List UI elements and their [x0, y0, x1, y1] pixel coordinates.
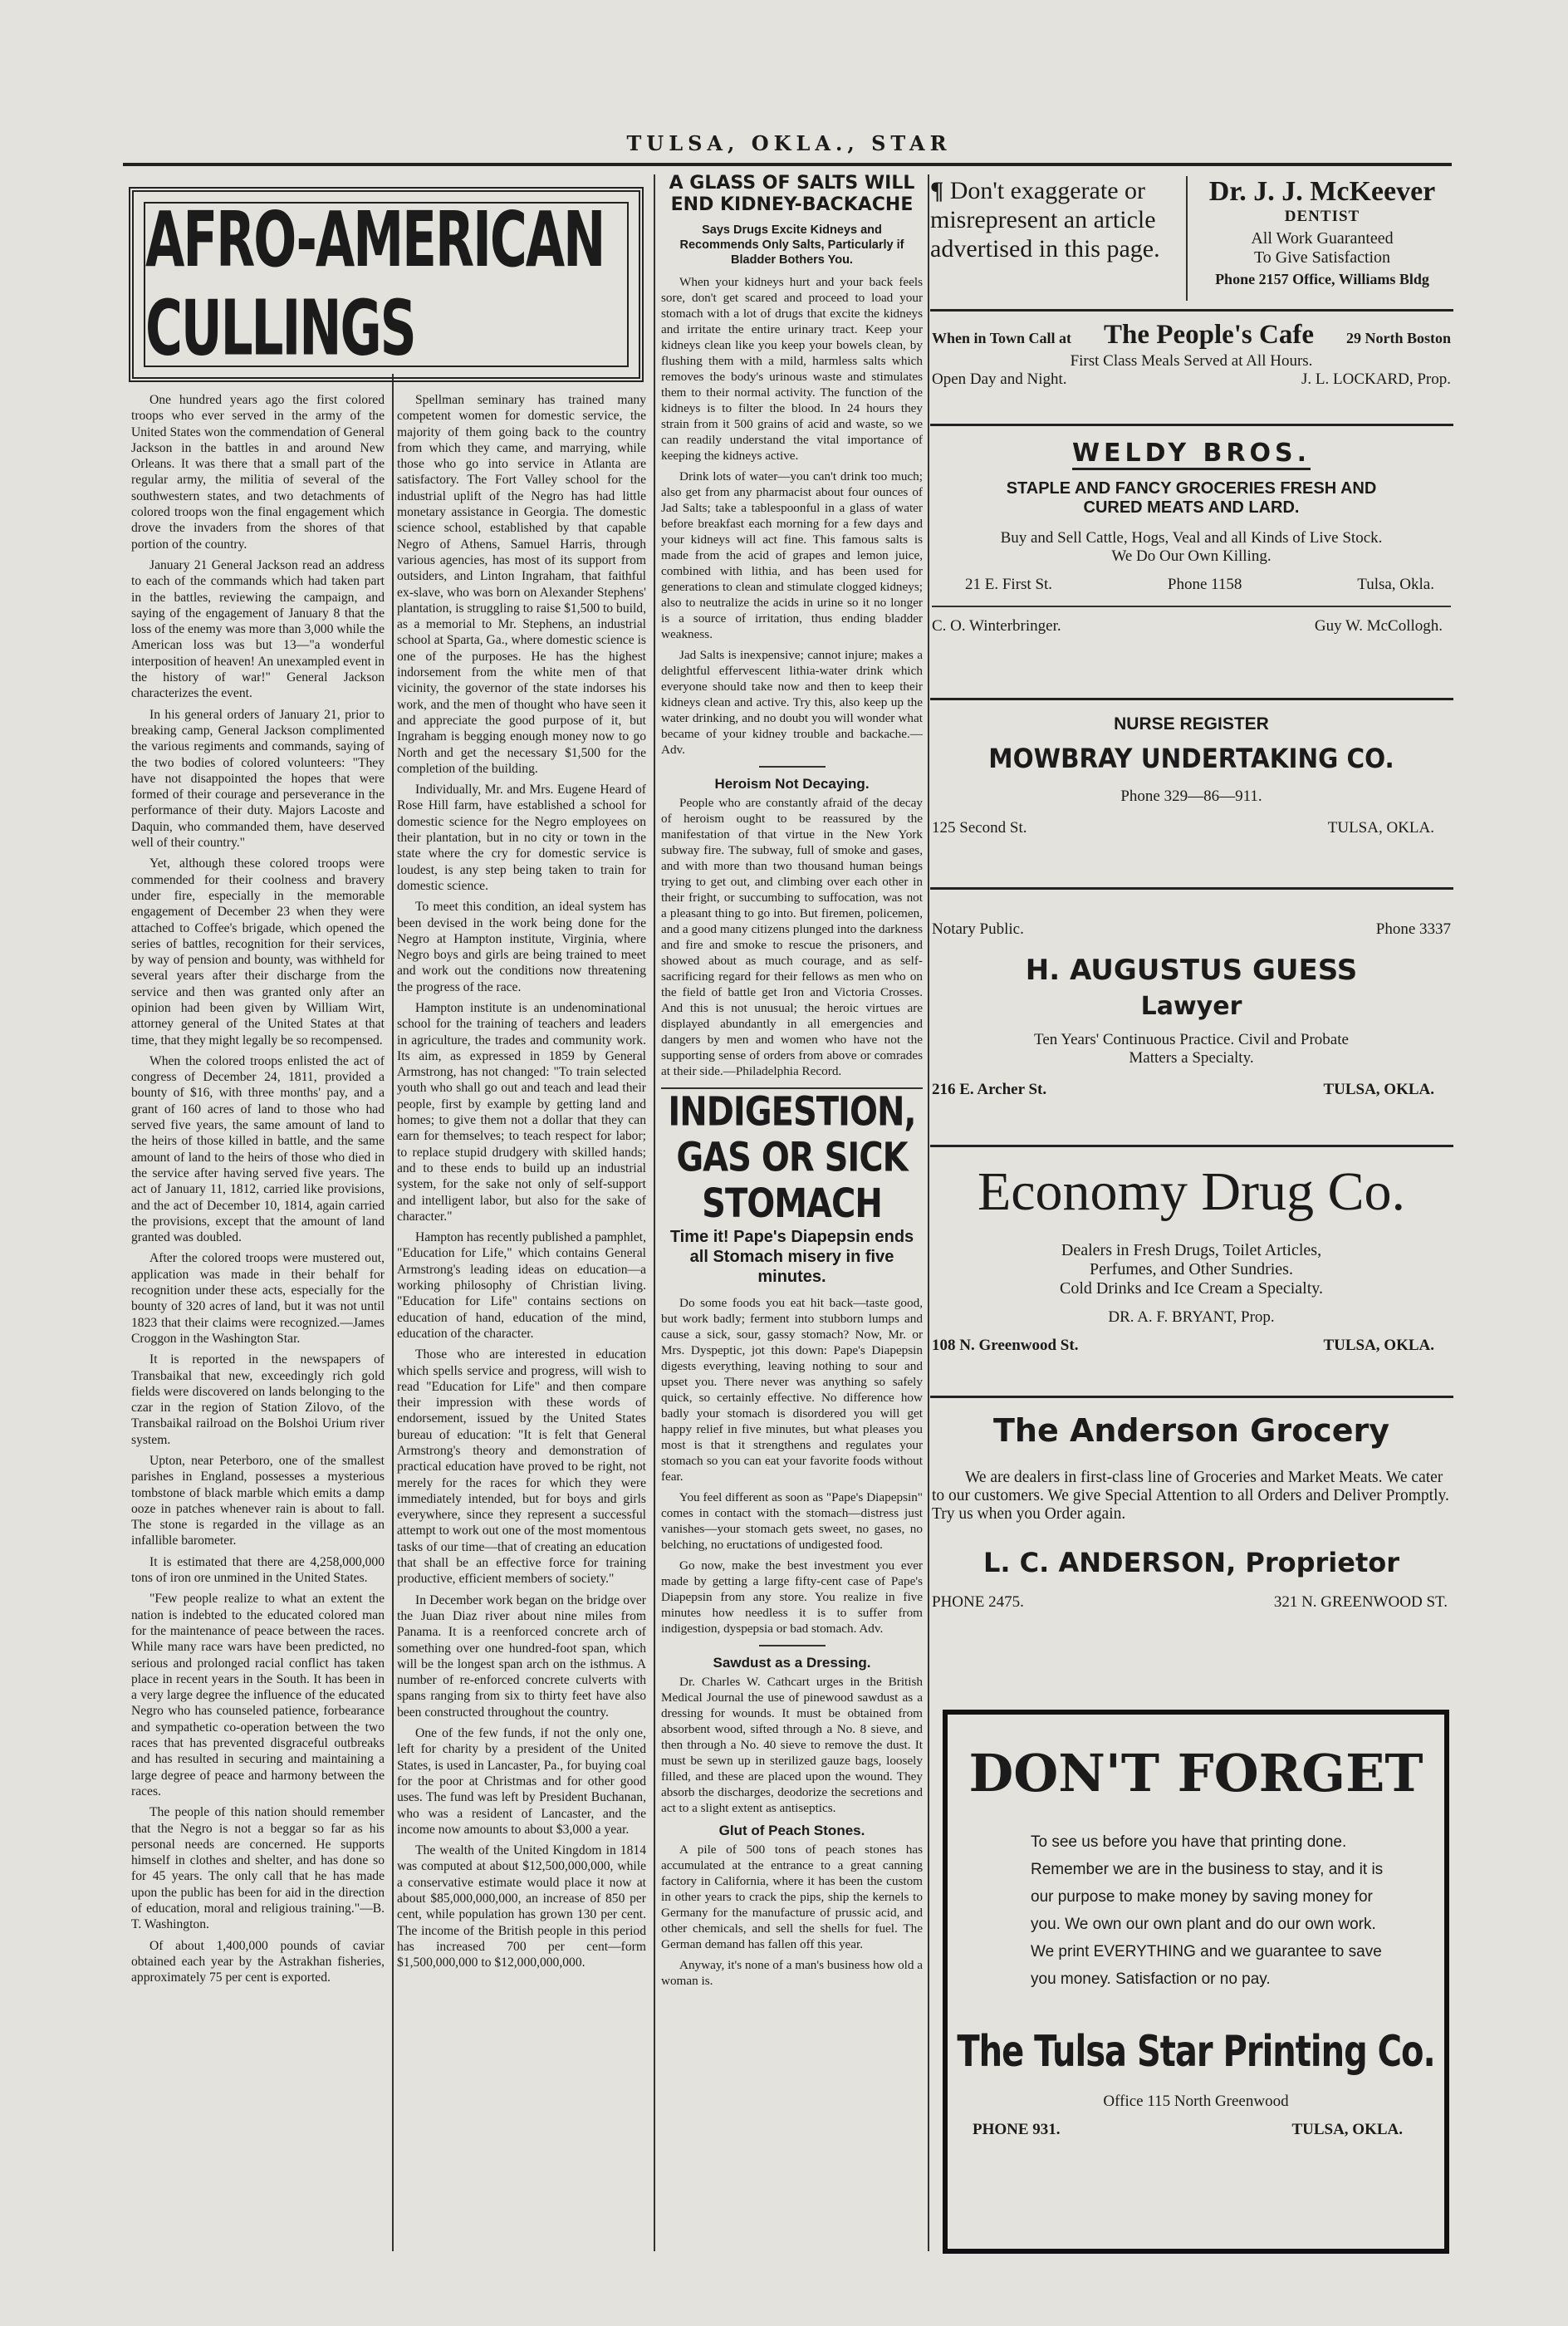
paragraph: You feel different as soon as "Pape's Diapepsin" comes in contact with the stomach—distress just vanishes—your stomach gets sweet, no gases, no belching, no eructations of undigested food. — [661, 1490, 923, 1552]
paragraph: In December work began on the bridge over the Juan Diaz river about nine miles from Panama. It is a reenforced concrete arch of something over one hundred-foot span, which will be the longest span arch on the isthmus. A number of re-enforced concrete culverts with spans ranging from six to thirty feet have also been constructed throughout the country. — [397, 1592, 646, 1720]
lawyer-name: H. AUGUSTUS GUESS — [1025, 954, 1358, 987]
cafe-name: The People's Cafe — [1104, 320, 1314, 350]
dentist-title: DENTIST — [1284, 208, 1360, 225]
heroism-text: People who are constantly afraid of the decay of heroism ought to be reassured by the manifestation of that virtue in the New York subway fire. The subway, full of smoke and gases, and with more than two thousand human beings trying to get out, and climbing over each other in their fright, or succumbing to suffocation, was not a pleasant thing to go into. But firemen, policemen, and a good many citizens plunged into the darkness and fire and smoke to rescue the prisoners, and showed about as much courage, and as self-sacrificing regard for their fellows as men who on the field of battle get Iron and Victoria Crosses. And this is not unusual; the heroic virtues are displayed abundantly in all emergencies and dangers by men and women who have not the supporting sense of orders from above or comrades at their side.—Philadelphia Record. — [661, 796, 923, 1078]
cafe-ad — [932, 320, 1451, 389]
paragraph: When your kidneys hurt and your back feels sore, don't get scared and proceed to load your stomach with a lot of drugs that excite the kidneys and irritate the entire urinary tract. Keep your kidneys clean like you keep your bowels clean, by flushing them with a mild, harmless salts which removes the body's urinous waste and stimulates them to their normal activity. The function of the kidneys is to filter the blood. In 24 hours they strain from it 500 grains of acid and waste, so we can readily understand the vital importance of keeping the kidneys active. — [661, 275, 923, 463]
mowbray-city: TULSA, OKLA. — [1327, 819, 1434, 837]
weldy-ad — [932, 439, 1451, 635]
indigestion-headline: INDIGESTION, GAS OR SICK STOMACH — [668, 1089, 916, 1227]
weldy-name: WELDY BROS. — [1072, 439, 1311, 470]
paragraph: Hampton has recently published a pamphlet, "Education for Life," which contains General Armstrong's leading ideas on education—a working philosophy of Christian living. "Education for Life" contains sections on education of hand, education of the mind, education of the character. — [397, 1230, 646, 1341]
paragraph: Hampton institute is an undenominational school for the training of teachers and leaders in agriculture, the trades and community work. Its aim, as expressed in 1859 by General Armstrong, has not changed: "To train selected youth who shall go out and teach and lead their people, first by example by getting land and homes; to give them not a dollar that they can earn for themselves; to teach respect for labor; to replace stupid drudgery with skilled hands; and to these ends to build up an industrial system, for the sake not only of self-support and intelligent labor, but also for the sake of character." — [397, 1000, 646, 1224]
lawyer-ad — [932, 920, 1451, 1099]
lawyer-title: Lawyer — [1140, 992, 1242, 1021]
drug-name: Economy Drug Co. — [977, 1161, 1406, 1222]
notary-label: Notary Public. — [932, 920, 1024, 938]
lawyer-address: 216 E. Archer St. — [932, 1081, 1047, 1098]
grocery-address: 321 N. GREENWOOD ST. — [1273, 1593, 1448, 1611]
weldy-owner2: Guy W. McCollogh. — [1314, 617, 1443, 635]
grocery-proprietor: L. C. ANDERSON, Proprietor — [982, 1547, 1400, 1578]
dentist-phone: Phone 2157 Office, Williams Bldg — [1215, 271, 1429, 287]
column-divider — [654, 174, 655, 2251]
ad-rule — [930, 698, 1453, 700]
grocery-phone: PHONE 2475. — [932, 1593, 1024, 1611]
masthead: TULSA, OKLA., STAR — [626, 131, 952, 155]
column-divider — [392, 374, 394, 2251]
peach-heading: Glut of Peach Stones. — [718, 1823, 865, 1838]
mowbray-address: 125 Second St. — [932, 819, 1027, 837]
paragraph: In his general orders of January 21, prior to breaking camp, General Jackson complimented the various regiments and commands, saying of the two bodies of colored volunteers: "They have not disappointed the hopes that were formed of their courage and perseverance in the performance of their duty. Majors Lacoste and Daquin, who commanded them, have deserved well of their country." — [131, 707, 385, 851]
mowbray-phone: Phone 329—86—911. — [1120, 788, 1262, 805]
drug-line3: Cold Drinks and Ice Cream a Specialty. — [1060, 1279, 1323, 1298]
paragraph: Individually, Mr. and Mrs. Eugene Heard of Rose Hill farm, have established a school for domestic science for the Negro employees on their plantation, but in no city or town in the state where the cry for domestic service is loudest, is any step being taken to train for domestic science. — [397, 783, 646, 893]
paragraph: Those who are interested in education which spells service and progress, will wish to read "Education for Life" and then compare their impression with these words of endorsement, issued by the United States bureau of education: "It is felt that General Armstrong's theory and demonstration of practical education have proved to be right, not merely for the races for which they were immediately intended, but for boys and girls everywhere, since they represent a successful attempt to work out one of the most momentous tasks of our time—that of creating an education that shall be an effective force for training productive, efficient members of society." — [397, 1347, 646, 1587]
printing-text: To see us before you have that printing done. Remember we are in the business to stay, and it is our purpose to make money by saving money for you. We own our own plant and do our own work. We print EVERYTHING and we guarantee to save you money. Satisfaction or no pay. — [1031, 1833, 1384, 1988]
section-title: AFRO-AMERICAN CULLINGS — [145, 195, 605, 374]
weldy-address: 21 E. First St. — [965, 576, 1053, 593]
paragraph: After the colored troops were mustered out, application was made in their behalf for recognition under these acts, especially for the bounty of 320 acres of land, but it was not until 1823 that their claims were recognized.—James Croggon in the Washington Star. — [131, 1251, 385, 1346]
cafe-line1: First Class Meals Served at All Hours. — [1070, 352, 1313, 370]
title-box-inner — [144, 195, 629, 374]
mowbray-name: MOWBRAY UNDERTAKING CO. — [988, 743, 1394, 774]
weldy-line4: We Do Our Own Killing. — [1111, 547, 1272, 565]
paragraph: Of about 1,400,000 pounds of caviar obtained each year by the Astrakhan fisheries, approximately 75 per cent is exported. — [131, 1938, 385, 1985]
lawyer-line1: Ten Years' Continuous Practice. Civil and Probate — [1034, 1031, 1349, 1048]
paragraph: The wealth of the United Kingdom in 1814 was computed at about $12,500,000,000, while a conservative estimate would place it now at about $85,000,000,000, an increase of 850 per cent, while population has grown 130 per cent. The income of the British people in this period has increased 700 per cent—form $1,500,000,000 to $12,000,000,000. — [397, 1843, 646, 1970]
indigestion-article — [661, 1295, 923, 1637]
ad-divider — [1186, 176, 1188, 301]
short-rule — [759, 766, 826, 768]
title-box — [129, 187, 644, 382]
grocery-ad — [932, 1412, 1451, 1612]
pilcrow-icon: ¶ — [930, 177, 944, 204]
paragraph: It is estimated that there are 4,258,000,000 tons of iron ore unmined in the United States. — [131, 1554, 385, 1586]
cafe-address: 29 North Boston — [1345, 330, 1451, 346]
ad-rule — [930, 424, 1453, 426]
drug-prop: DR. A. F. BRYANT, Prop. — [1108, 1308, 1275, 1326]
column-divider — [928, 174, 929, 2251]
nurse-register: NURSE REGISTER — [1114, 714, 1269, 734]
paragraph: To meet this condition, an ideal system has been devised in the work being done for the Negro at Hampton institute, Virginia, where Negro boys and girls are being trained to meet and work out the conditions now threatening the progress of the race. — [397, 900, 646, 994]
paragraph: January 21 General Jackson read an address to each of the commands which had taken part in the battles, reviewing the campaign, and saying of the engagement of January 8 that the loss of the enemy was more than 3,000 while the American loss was but 13—"a wonderful interposition of heaven! An unexampled event in the history of war!" General Jackson characterizes the event. — [131, 557, 385, 701]
grocery-text: We are dealers in first-class line of Groceries and Market Meats. We cater to our customers. We give Special Attention to all Orders and Deliver Promptly. Try us when you Order again. — [932, 1469, 1449, 1523]
printing-title: DON'T FORGET — [968, 1743, 1423, 1803]
paragraph: Yet, although these colored troops were commended for their coolness and bravery under fire, especially in the memorable engagement of December 23 when they were attached to Coffee's brigade, which opened the series of battles, recognition for their services, by way of pension and bounty, was withheld for several years after their discharge from the service and then was granted only after an opinion had been given by William Wirt, attorney general of the United States at that time, that they might legally be so recompensed. — [131, 856, 385, 1048]
paragraph: It is reported in the newspapers of Transbaikal that new, exceedingly rich gold fields were discovered on lands belonging to the czar in the region of Station Zilovo, of the Transbaikal railroad on the Bolshoi Urium river system. — [131, 1352, 385, 1447]
drug-address: 108 N. Greenwood St. — [932, 1337, 1079, 1354]
weldy-owner1: C. O. Winterbringer. — [932, 617, 1061, 635]
weldy-line2: CURED MEATS AND LARD. — [1083, 498, 1300, 517]
column-3 — [661, 173, 923, 2283]
dentist-ad — [1189, 176, 1455, 288]
paragraph: One of the few funds, if not the only one, left for charity by a president of the United States, is used in Lancaster, Pa., for buying coal for the poor at Christmas and for other good uses. The fund was left by President Buchanan, who was a resident of Lancaster, and the income now amounts to about $3,000 a year. — [397, 1726, 646, 1837]
salts-article — [661, 274, 923, 758]
cafe-proprietor: J. L. LOCKARD, Prop. — [1301, 370, 1451, 388]
drug-line1: Dealers in Fresh Drugs, Toilet Articles, — [1061, 1241, 1322, 1259]
cafe-hours: Open Day and Night. — [932, 370, 1067, 388]
heroism-heading: Heroism Not Decaying. — [714, 776, 870, 792]
ad-rule — [930, 309, 1453, 312]
weldy-phone: Phone 1158 — [1167, 576, 1242, 593]
dentist-line2: To Give Satisfaction — [1253, 248, 1391, 267]
printing-city: TULSA, OKLA. — [1291, 2121, 1403, 2138]
paragraph: Spellman seminary has trained many competent women for domestic service, the majority of them going back to the country from which they came, and marrying, while those who go into service in Atlanta are satisfactory. The Fort Valley school for the industrial uplift of the Negro has had little monetary assistance in Georgia. The domestic science school, established by that capable Negro of Athens, Samuel Harris, through various agencies, has most of its support from outsiders, and Linton Ingraham, that faithful ex-slave, who was born on Alexander Stephens' plantation, is struggling to raise $1,500 to build, as a memorial to Mr. Stephens, an industrial school at Sparta, Ga., where domestic science is one of the purposes. He has the highest indorsement from the white men of that vicinity, the governor of the state indorses his work, and the men of thought who have seen it and appreciate the good purpose of it, but Ingraham is begging enough money now to go North and get the necessary $1,500 for the completion of the building. — [397, 393, 646, 776]
sawdust-heading: Sawdust as a Dressing. — [713, 1655, 871, 1671]
exaggerate-text: Don't exaggerate or misrepresent an article advertised in this page. — [930, 177, 1160, 263]
ad-rule — [930, 1396, 1453, 1398]
grocery-name: The Anderson Grocery — [992, 1412, 1389, 1449]
exaggerate-notice — [930, 176, 1183, 263]
paragraph: Drink lots of water—you can't drink too much; also get from any pharmacist about four ounces of Jad Salts; take a tablespoonful in a glass of water before breakfast each morning for a few days and your kidneys will act fine. This famous salts is made from the acid of grapes and lemon juice, combined with lithia, and has been used for generations to clean and stimulate clogged kidneys; also to neutralize the acids in urine so it no longer is a source of irritation, thus ending bladder weakness. — [661, 469, 923, 641]
ad-rule — [930, 887, 1453, 890]
top-rule — [123, 163, 1452, 166]
short-rule — [759, 1645, 826, 1646]
indigestion-deck: Time it! Pape's Diapepsin ends all Stomach misery in five minutes. — [669, 1228, 914, 1286]
printing-phone: PHONE 931. — [973, 2121, 1061, 2138]
dentist-name: Dr. J. J. McKeever — [1208, 176, 1436, 207]
paragraph: "Few people realize to what an extent the nation is indebted to the educated colored man for the maintenance of peace between the races. While many race wars have been predicted, no serious and prolonged racial conflict has taken place in recent years in the South. It has been in a very large degree the influence of the educated Negro who has counseled patience, forbearance and sympathetic co-operation between the two races that has prevented disgraceful outbreaks and has resulted in securing and maintaining a large degree of peace and harmony between the races. — [131, 1592, 385, 1798]
drug-line2: Perfumes, and Other Sundries. — [1090, 1260, 1293, 1278]
lawyer-phone: Phone 3337 — [1375, 920, 1451, 938]
sawdust-text: Dr. Charles W. Cathcart urges in the British Medical Journal the use of pinewood sawdust as a dressing for wounds. It must be obtained from absorbent wood, sifted through a No. 8 sieve, and then through a No. 40 sieve to remove the dust. It must be sewn up in sterilized gauze bags, loosely filled, and these are placed upon the wound. They absorb the discharges, deodorize the secretions and act to a slight extent as antiseptics. — [661, 1675, 923, 1815]
column-2 — [397, 392, 646, 2253]
salts-headline: A GLASS OF SALTS WILL END KIDNEY-BACKACHE — [669, 173, 915, 215]
weldy-city: Tulsa, Okla. — [1357, 576, 1434, 593]
weldy-line3: Buy and Sell Cattle, Hogs, Veal and all Kinds of Live Stock. — [1000, 529, 1383, 547]
lawyer-line2: Matters a Specialty. — [1129, 1049, 1254, 1067]
cafe-pre: When in Town Call at — [932, 330, 1072, 346]
paragraph: The people of this nation should remember that the Negro is not a beggar so far as his personal needs are concerned. He supports himself in clothes and shelter, and has done so for 45 years. The only call that he has made upon the public has been for aid in the direction of education, moral and religious training."—B. T. Washington. — [131, 1805, 385, 1932]
paragraph: Go now, make the best investment you ever made by getting a large fifty-cent case of Pape's Diapepsin from any store. You realize in five minutes how needless it is to suffer from indigestion, dyspepsia or bad stomach. Adv. — [661, 1558, 923, 1636]
closing-line: Anyway, it's none of a man's business how old a woman is. — [661, 1958, 923, 1988]
drug-ad — [932, 1161, 1451, 1355]
divider — [932, 606, 1451, 607]
dentist-line1: All Work Guaranteed — [1251, 229, 1394, 248]
mowbray-ad — [932, 714, 1451, 837]
drug-city: TULSA, OKLA. — [1323, 1337, 1434, 1354]
column-1 — [131, 392, 385, 2253]
peach-text: A pile of 500 tons of peach stones has accumulated at the entrance to a great canning factory in California, where it has been the custom in other years to crack the pips, ship the kernels to Germany for the manufacture of prussic acid, and other chemicals, and sell the shells for fuel. The German demand has fallen off this year. — [661, 1843, 923, 1951]
paragraph: Jad Salts is inexpensive; cannot injure; makes a delightful effervescent lithia-water drink which everyone should take now and then to keep their kidneys clean and active. Try this, also keep up the water drinking, and no doubt you will wonder what became of your kidney trouble and backache.—Adv. — [661, 648, 923, 757]
salts-deck: Says Drugs Excite Kidneys and Recommends Only Salts, Particularly if Bladder Bothers You. — [679, 223, 904, 267]
printing-ad — [943, 1710, 1449, 2254]
printing-office: Office 115 North Greenwood — [1103, 2093, 1289, 2110]
weldy-line1: STAPLE AND FANCY GROCERIES FRESH AND — [1006, 479, 1377, 498]
paragraph: When the colored troops enlisted the act of congress of December 24, 1811, provided a bounty of $16, with three months' pay, and a grant of 160 acres of land to those who had served five years, the same amount of land to the heirs of those killed in battle, and the same amount of land to the heirs of those who died in the service after having served five years. The act of January 11, 1812, carried like provisions, and the act of December 10, 1814, again carried the provisions, except that the amount of land granted was doubled. — [131, 1053, 385, 1245]
printing-name: The Tulsa Star Printing Co. — [957, 2027, 1435, 2077]
paragraph: Do some foods you eat hit back—taste good, but work badly; ferment into stubborn lumps and cause a sick, sour, gassy stomach? Now, Mr. or Mrs. Dyspeptic, jot this down: Pape's Diapepsin digests everything, leaving nothing to sour and upset you. There never was anything so safely quick, so certainly effective. No difference how badly your stomach is disordered you will get happy relief in five minutes, but what pleases you most is that it strengthens and regulates your stomach so you can eat your favorite foods without fear. — [661, 1296, 923, 1484]
lawyer-city: TULSA, OKLA. — [1323, 1081, 1434, 1098]
paragraph: One hundred years ago the first colored troops who ever served in the army of the United States won the commendation of General Jackson in the battles in and around New Orleans. It was there that a small part of the regular army, the militia of several of the southwestern states, and two detachments of colored troops won the final engagement which drove the invaders from the shores of that portion of the country. — [131, 393, 385, 552]
paragraph: Upton, near Peterboro, one of the smallest parishes in England, possesses a mysterious tombstone of black marble which emits a damp ooze in patches whenever rain is about to fall. The stone is regarded in the village as an infallible barometer. — [131, 1454, 385, 1548]
ad-rule — [930, 1145, 1453, 1147]
